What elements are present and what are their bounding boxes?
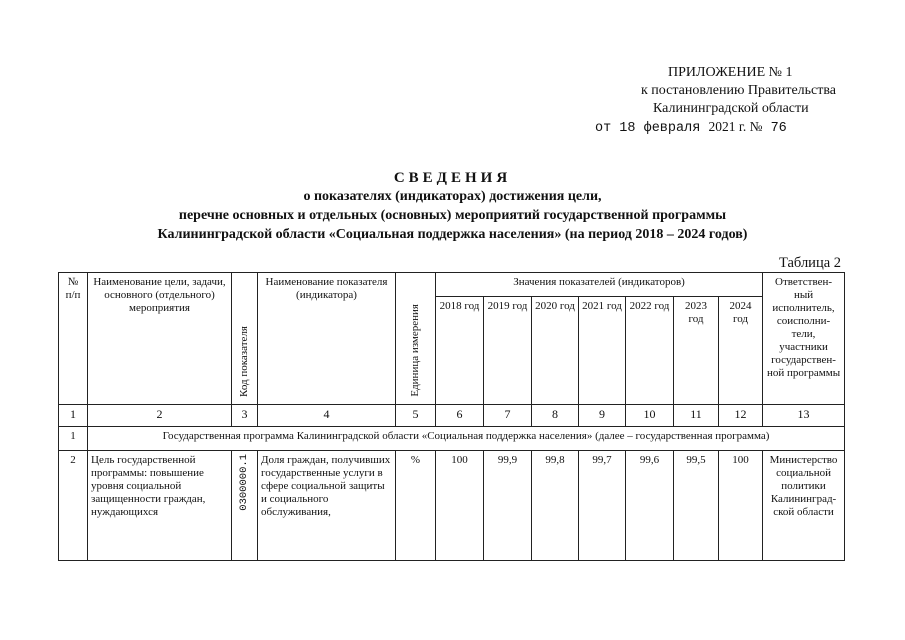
appendix-line-region: Калининградской области — [653, 101, 809, 116]
header-indicator: Наименование показателя (индикатора) — [258, 273, 396, 405]
header-year: 2022 год — [626, 297, 674, 405]
row-value-2018: 100 — [436, 451, 484, 561]
row-value-2024: 100 — [719, 451, 763, 561]
document-subtitle-2: перечне основных и отдельных (основных) мероприятий государственной программы — [178, 208, 727, 223]
column-number: 13 — [763, 405, 845, 427]
document-title: СВЕДЕНИЯ — [393, 170, 512, 186]
header-year: 2019 год — [484, 297, 532, 405]
column-number: 3 — [232, 405, 258, 427]
header-responsible: Ответствен-ный исполнитель, соисполни-тели, участники государствен-ной программы — [763, 273, 845, 405]
row-unit: % — [396, 451, 436, 561]
row-num: 2 — [59, 451, 88, 561]
header-year: 2020 год — [532, 297, 579, 405]
program-row — [59, 427, 845, 451]
header-year: 2021 год — [579, 297, 626, 405]
row-value-2020: 99,8 — [532, 451, 579, 561]
appendix-line-resolution: к постановлению Правительства — [641, 83, 837, 98]
header-year: 2018 год — [436, 297, 484, 405]
document-subtitle-1: о показателях (индикаторах) достижения цели, — [303, 189, 602, 204]
column-numbers-row — [59, 405, 845, 427]
row-value-2021: 99,7 — [579, 451, 626, 561]
appendix-year: 2021 г. № — [708, 119, 763, 134]
row-value-2019: 99,9 — [484, 451, 532, 561]
header-unit — [396, 273, 436, 405]
header-num: № п/п — [59, 273, 88, 405]
program-row-title: Государственная программа Калининградской области «Социальная поддержка населения» (далее – государственная программа) — [88, 427, 845, 451]
column-number: 11 — [674, 405, 719, 427]
column-number: 12 — [719, 405, 763, 427]
row-code-value: 0300000.1 — [238, 454, 250, 511]
table-row — [59, 451, 845, 561]
column-number: 8 — [532, 405, 579, 427]
row-value-2023: 99,5 — [674, 451, 719, 561]
column-number: 7 — [484, 405, 532, 427]
document-subtitle-3: Калининградской области «Социальная поддержка населения» (на период 2018 – 2024 годов) — [157, 227, 748, 242]
row-indicator: Доля граждан, получивших государственные услуги в сфере социальной защиты и социального обслуживания, — [258, 451, 396, 561]
table-label: Таблица 2 — [779, 255, 842, 271]
row-goal: Цель государственной программы: повышение уровня социальной защищенности граждан, нуждающихся — [88, 451, 232, 561]
column-number: 10 — [626, 405, 674, 427]
column-number: 5 — [396, 405, 436, 427]
appendix-date-line — [595, 118, 787, 137]
row-code — [232, 451, 258, 561]
appendix-number: 76 — [770, 121, 787, 136]
header-code — [232, 273, 258, 405]
column-number: 4 — [258, 405, 396, 427]
row-value-2022: 99,6 — [626, 451, 674, 561]
header-year: 2024 год — [719, 297, 763, 405]
indicators-table — [58, 272, 845, 561]
column-number: 1 — [59, 405, 88, 427]
program-row-num: 1 — [59, 427, 88, 451]
header-year: 2023 год — [674, 297, 719, 405]
header-unit-label: Единица измерения — [409, 304, 421, 397]
row-responsible: Министерство социальной политики Калининград-ской области — [763, 451, 845, 561]
header-values-group: Значения показателей (индикаторов) — [436, 273, 763, 297]
header-goal: Наименование цели, задачи, основного (отдельного) мероприятия — [88, 273, 232, 405]
appendix-title: ПРИЛОЖЕНИЕ № 1 — [668, 65, 793, 80]
appendix-date: от 18 февраля — [595, 121, 701, 136]
header-code-label: Код показателя — [238, 326, 250, 397]
column-number: 2 — [88, 405, 232, 427]
column-number: 6 — [436, 405, 484, 427]
header-row-1 — [59, 273, 845, 297]
column-number: 9 — [579, 405, 626, 427]
